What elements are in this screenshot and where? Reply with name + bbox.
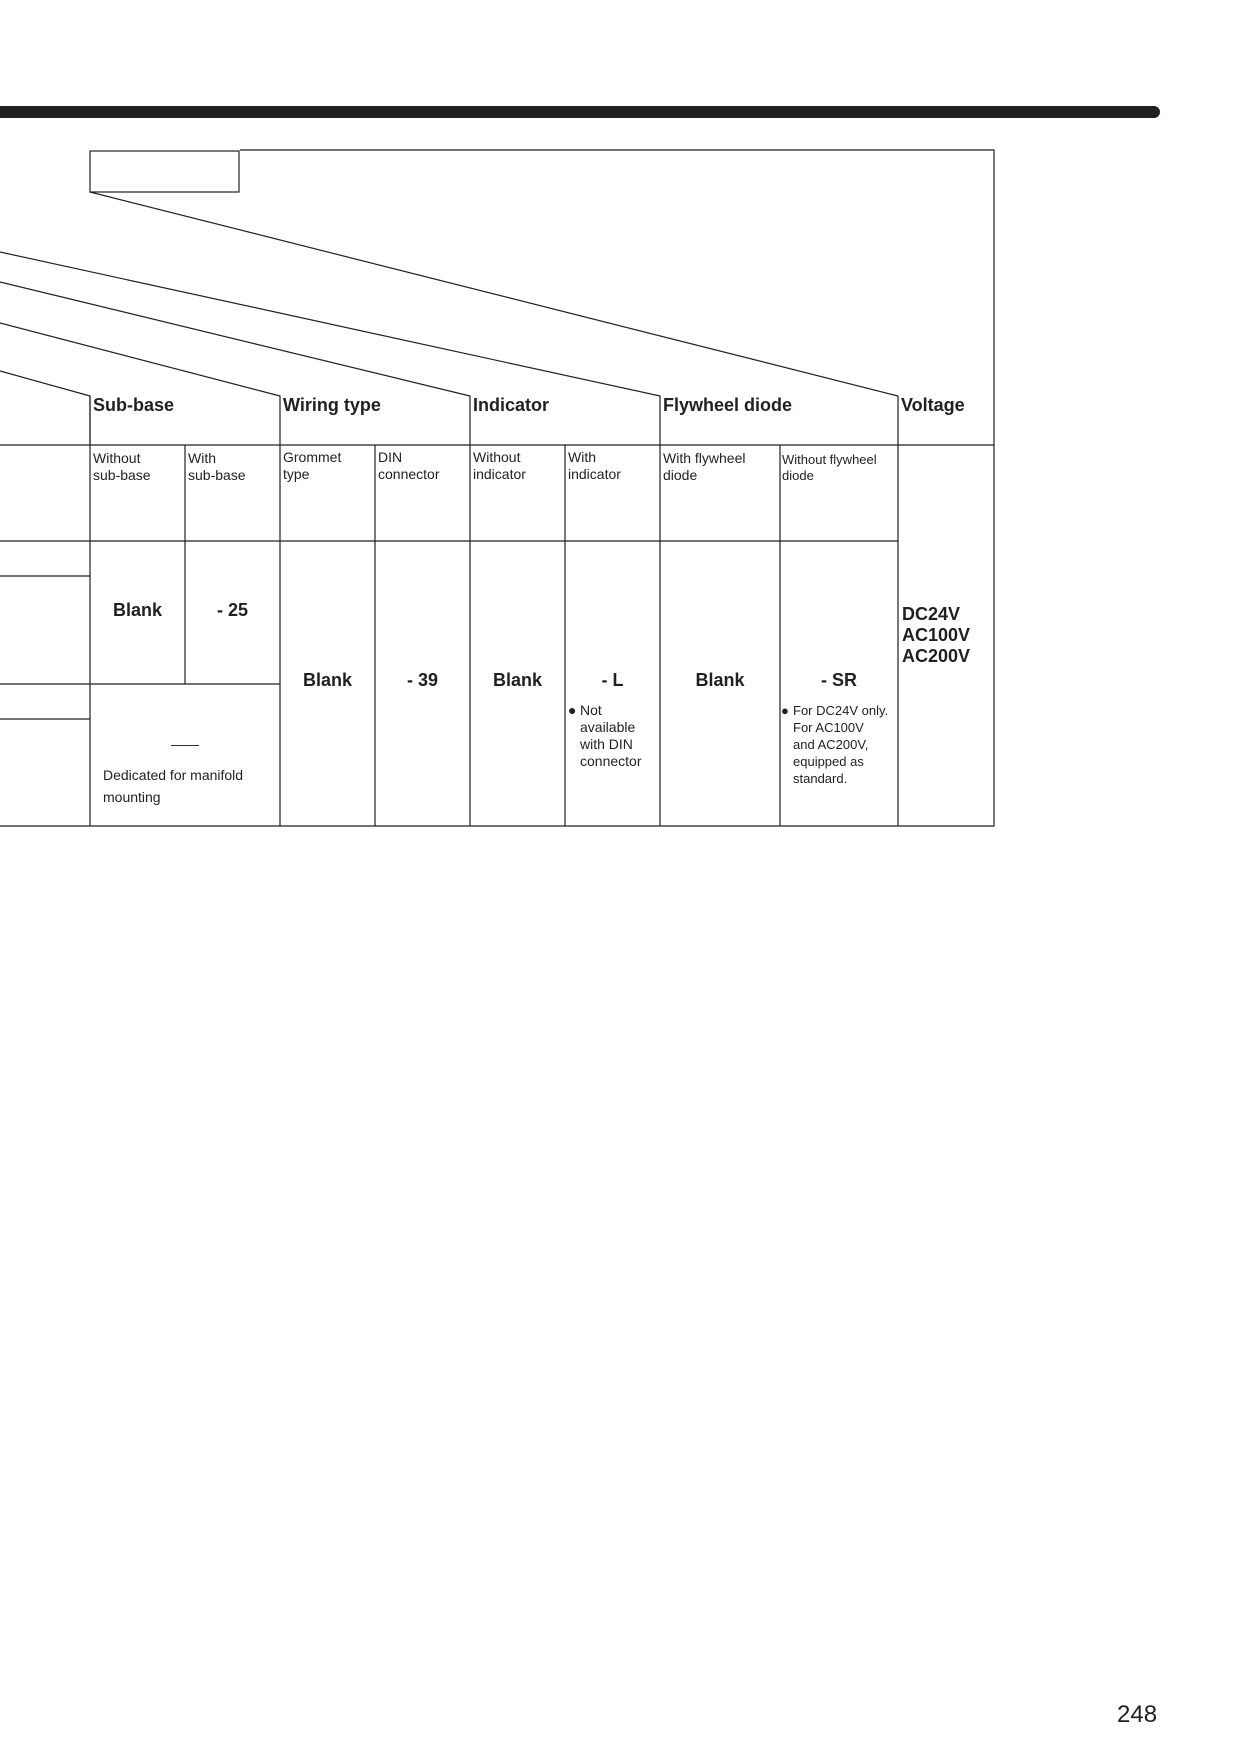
sub-base-heading: Sub-base [93,395,175,415]
page-number: 248 [1117,1701,1158,1728]
option-label: Without indicator [473,449,526,482]
option-label: With flywheel diode [663,450,746,483]
indicator-note: Not available with DIN connector [580,702,642,769]
voltage-heading: Voltage [901,395,965,415]
leader-line [0,323,280,445]
manifold-note: Dedicated for manifold mounting [103,767,244,805]
bullet-icon: ● [781,703,789,718]
option-label: DIN connector [378,449,440,482]
option-label: Without sub-base [93,450,151,483]
option-code: Blank [302,670,353,690]
option-code: Blank [695,670,745,690]
bullet-icon: ● [568,702,577,718]
option-label: Grommet type [283,449,342,482]
option-label: With sub-base [188,450,246,483]
code-box [90,151,239,192]
option-code: - 25 [216,600,249,620]
option-label: Without flywheel diode [782,452,877,483]
option-code: - L [601,670,624,690]
voltage-values: DC24V AC100V AC200V [902,604,971,666]
flywheel-diode-heading: Flywheel diode [663,395,793,415]
leader-line [0,371,90,445]
option-code: - SR [821,670,857,690]
wiring-type-heading: Wiring type [283,395,381,415]
leader-line [90,192,898,396]
leader-line [0,282,470,445]
option-code: Blank [112,600,163,620]
option-code: Blank [492,670,543,690]
option-label: With indicator [568,449,621,482]
flywheel-note: For DC24V only. For AC100V and AC200V, equipped as standard. [793,703,889,786]
option-code: - 39 [406,670,439,690]
indicator-heading: Indicator [473,395,550,415]
manifold-dash: —— [171,736,199,752]
